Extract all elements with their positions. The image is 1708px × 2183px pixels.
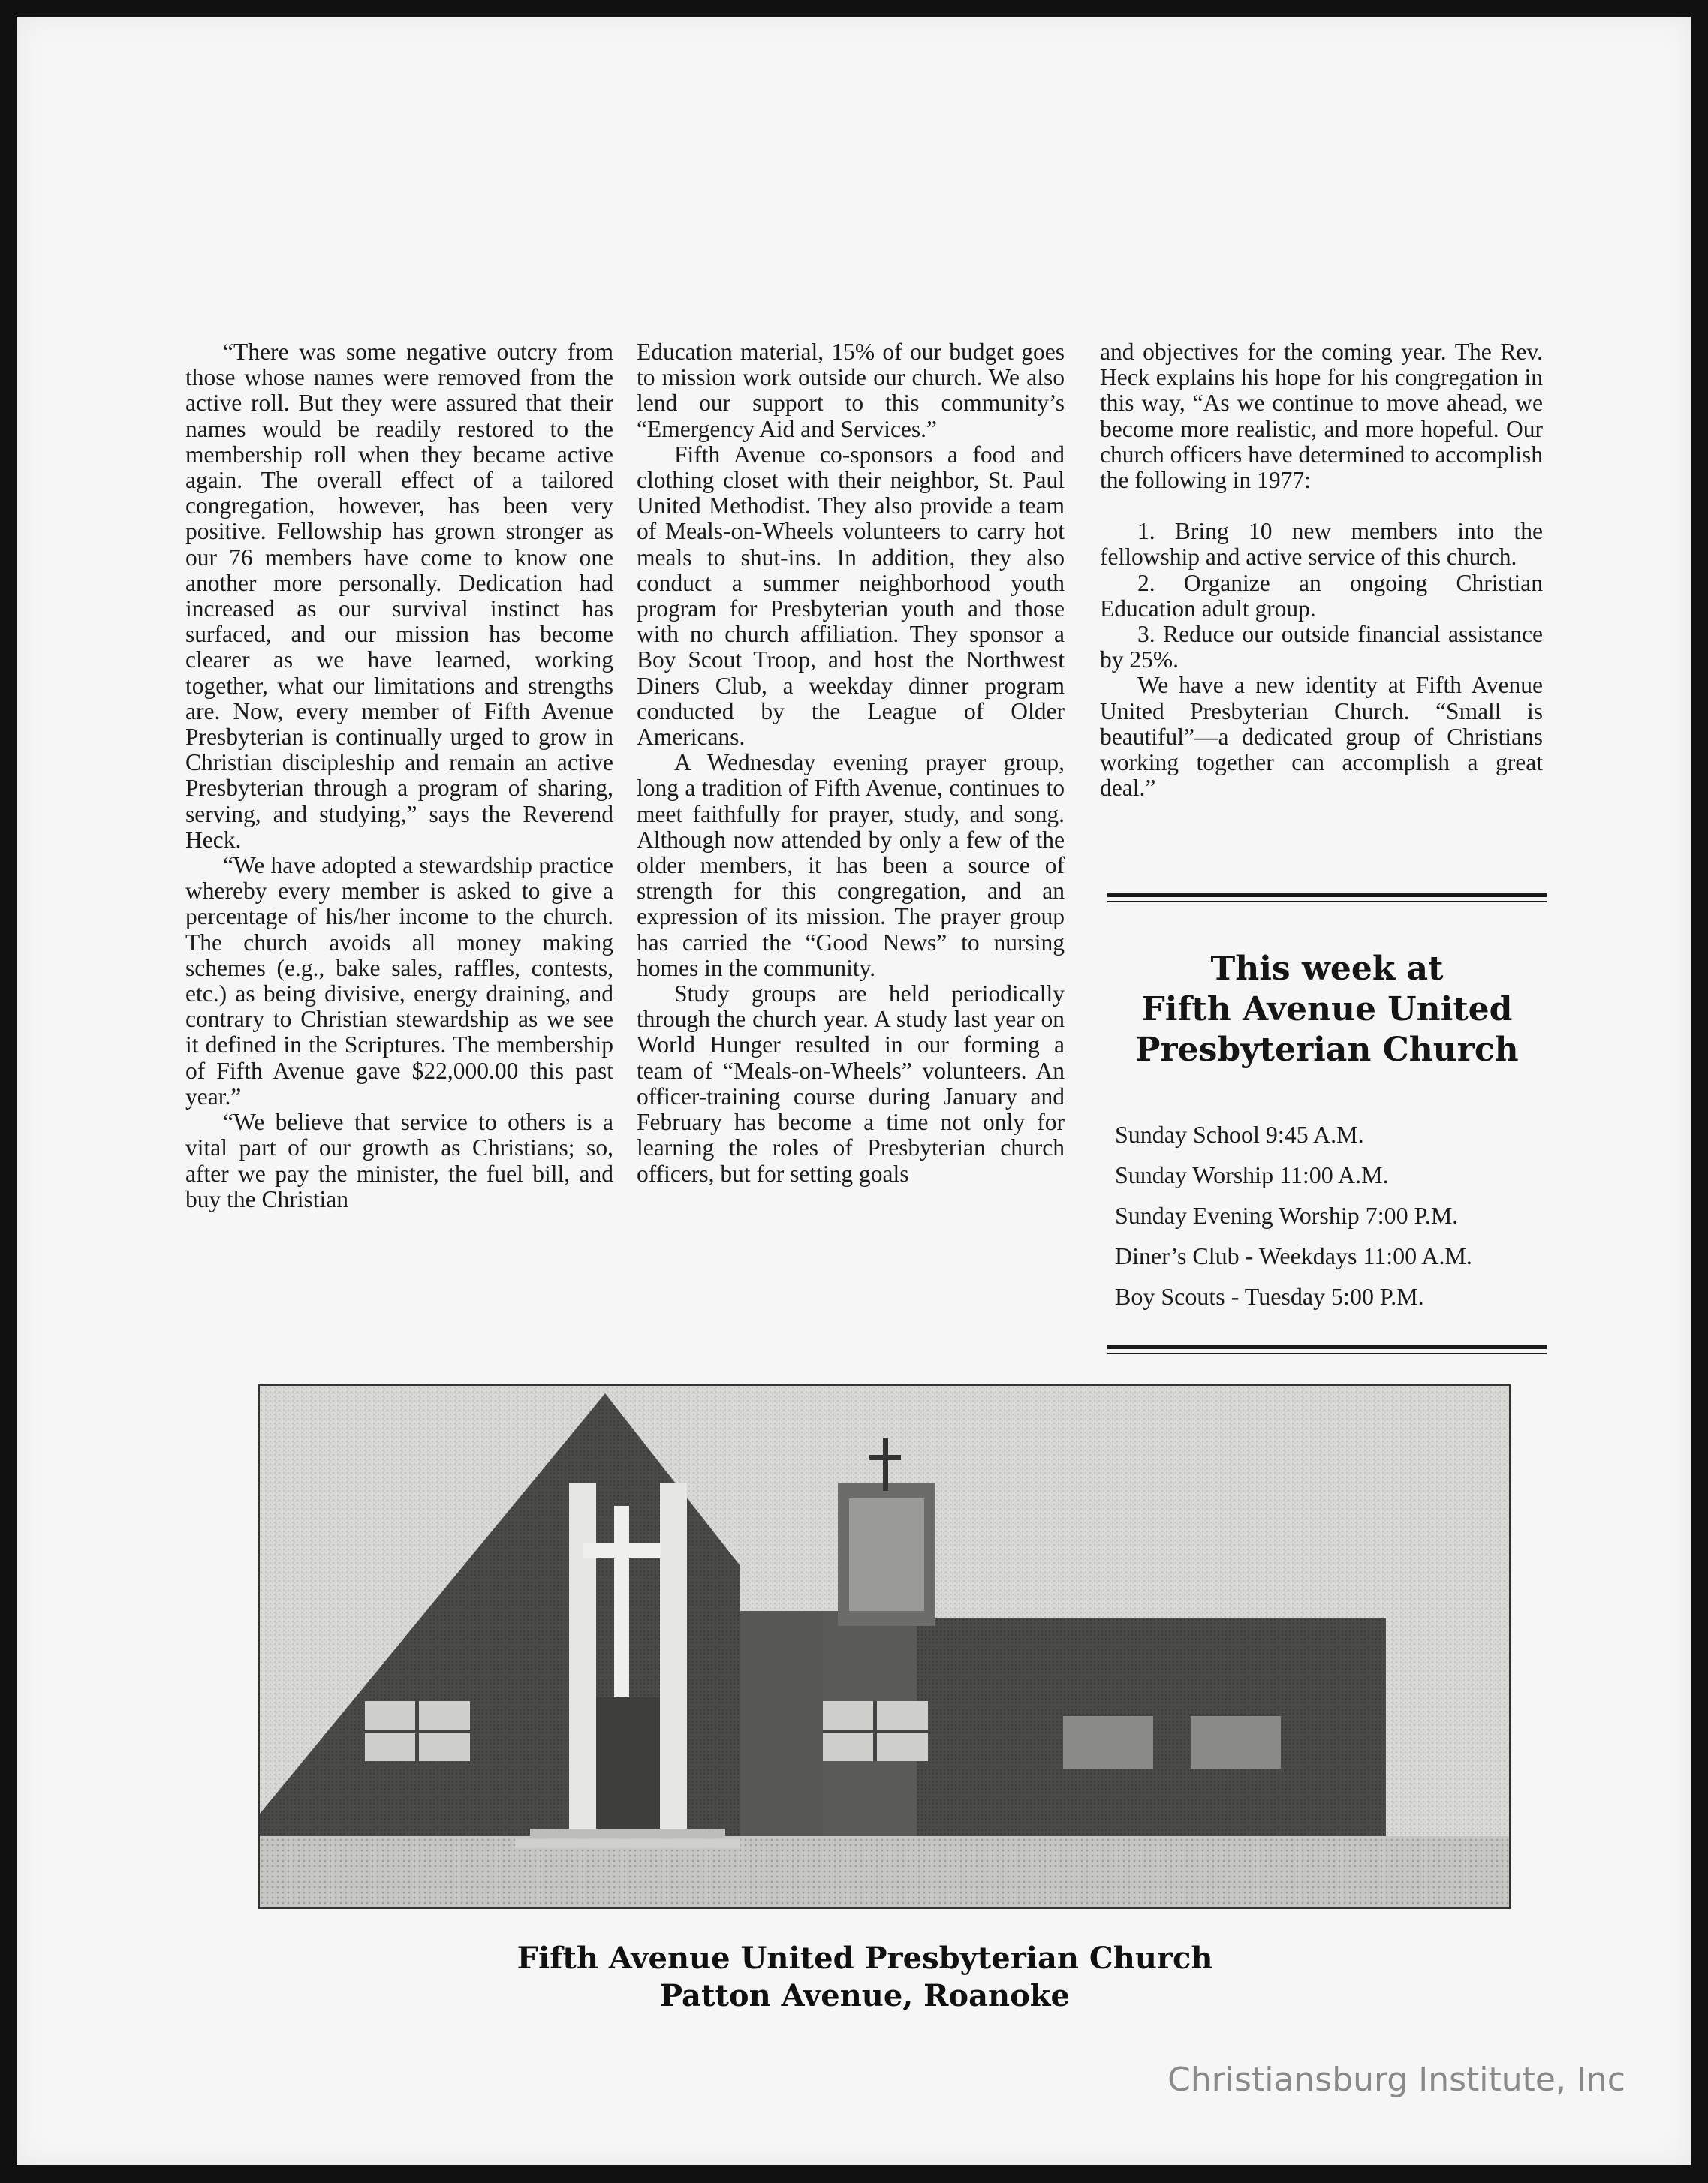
paragraph: and objectives for the coming year. The Rev. Heck explains his hope for his congregation in this way, “As we continue to move ahead, we become more realistic, and more hopeful. Our church officers have determined to accomplish the following in 1977: (1100, 339, 1543, 494)
schedule-item: Sunday Worship 11:00 A.M. (1115, 1161, 1389, 1188)
schedule-item: Sunday Evening Worship 7:00 P.M. (1115, 1202, 1459, 1229)
divider-rule (1107, 893, 1547, 902)
church-photo (258, 1384, 1511, 1909)
heading-line: Fifth Avenue United (1141, 990, 1513, 1028)
article-column-3 (1100, 339, 1543, 801)
divider-rule (1107, 1345, 1547, 1354)
schedule-item: Boy Scouts - Tuesday 5:00 P.M. (1115, 1283, 1424, 1310)
paragraph: “There was some negative outcry from those whose names were removed from the active roll. But they were assured that their names would be readily restored to the membership roll when they became active again. The overall effect of a tailored congregation, however, has been very positive. Fellowship has grown stronger as our 76 members have come to know one another more personally. Dedication had increased as our survival instinct has surfaced, and our mission has become clearer as we have learned, working together, what our limitations and strengths are. Now, every member of Fifth Avenue Presbyterian is continually urged to grow in Christian discipleship and remain an active Presbyterian through a program of sharing, serving, and studying,” says the Reverend Heck. (185, 339, 613, 853)
schedule-list (1115, 1114, 1472, 1317)
document-page (17, 17, 1691, 2165)
heading-line: This week at (1210, 950, 1444, 988)
goal-item: 1. Bring 10 new members into the fellowship and active service of this church. (1100, 518, 1543, 571)
paragraph: Study groups are held periodically through the church year. A study last year on World Hunger resulted in our forming a team of “Meals-on-Wheels” volunteers. An officer-training course during January and February has become a time not only for learning the roles of Presbyterian church officers, but for setting goals (637, 980, 1065, 1187)
goal-item: 3. Reduce our outside financial assistance by 25%. (1100, 621, 1543, 673)
caption-line: Patton Avenue, Roanoke (660, 1978, 1070, 2013)
paragraph: We have a new identity at Fifth Avenue United Presbyterian Church. “Small is beautiful”—a dedicated group of Christians working together can accomplish a great deal.” (1100, 672, 1543, 802)
paragraph: A Wednesday evening prayer group, long a tradition of Fifth Avenue, continues to meet faithfully for prayer, study, and song. Although now attended by only a few of the older members, it has been a source of strength for this congregation, and an expression of its mission. The prayer group has carried the “Good News” to nursing homes in the community. (637, 749, 1065, 981)
photo-caption (437, 1940, 1293, 2015)
paragraph: Education material, 15% of our budget goes to mission work outside our church. We also lend our support to this community’s “Emergency Aid and Services.” (637, 339, 1065, 442)
paragraph: “We believe that service to others is a vital part of our growth as Christians; so, after we pay the minister, the fuel bill, and buy the Christian (185, 1109, 613, 1212)
paragraph: “We have adopted a stewardship practice whereby every member is asked to give a percentage of his/her income to the church. The church avoids all money making schemes (e.g., bake sales, raffles, contests, etc.) as being divisive, energy draining, and contrary to Christian stewardship as we see it defined in the Scriptures. The membership of Fifth Avenue gave $22,000.00 this past year.” (185, 852, 613, 1110)
heading-line: Presbyterian Church (1135, 1031, 1519, 1069)
this-week-heading (1107, 949, 1547, 1070)
caption-line: Fifth Avenue United Presbyterian Church (517, 1941, 1213, 1976)
article-column-2 (637, 339, 1065, 1187)
watermark: Christiansburg Institute, Inc (1167, 2061, 1625, 2099)
schedule-item: Sunday School 9:45 A.M. (1115, 1121, 1364, 1148)
article-column-1 (185, 339, 613, 1212)
schedule-item: Diner’s Club - Weekdays 11:00 A.M. (1115, 1242, 1472, 1269)
paragraph: Fifth Avenue co-sponsors a food and clothing closet with their neighbor, St. Paul United Methodist. They also provide a team of Meals-on-Wheels volunteers to carry hot meals to shut-ins. In addition, they also conduct a summer neighborhood youth program for Presbyterian youth and those with no church affiliation. They sponsor a Boy Scout Troop, and host the Northwest Diners Club, a weekday dinner program conducted by the League of Older Americans. (637, 441, 1065, 751)
goal-item: 2. Organize an ongoing Christian Education adult group. (1100, 569, 1543, 622)
